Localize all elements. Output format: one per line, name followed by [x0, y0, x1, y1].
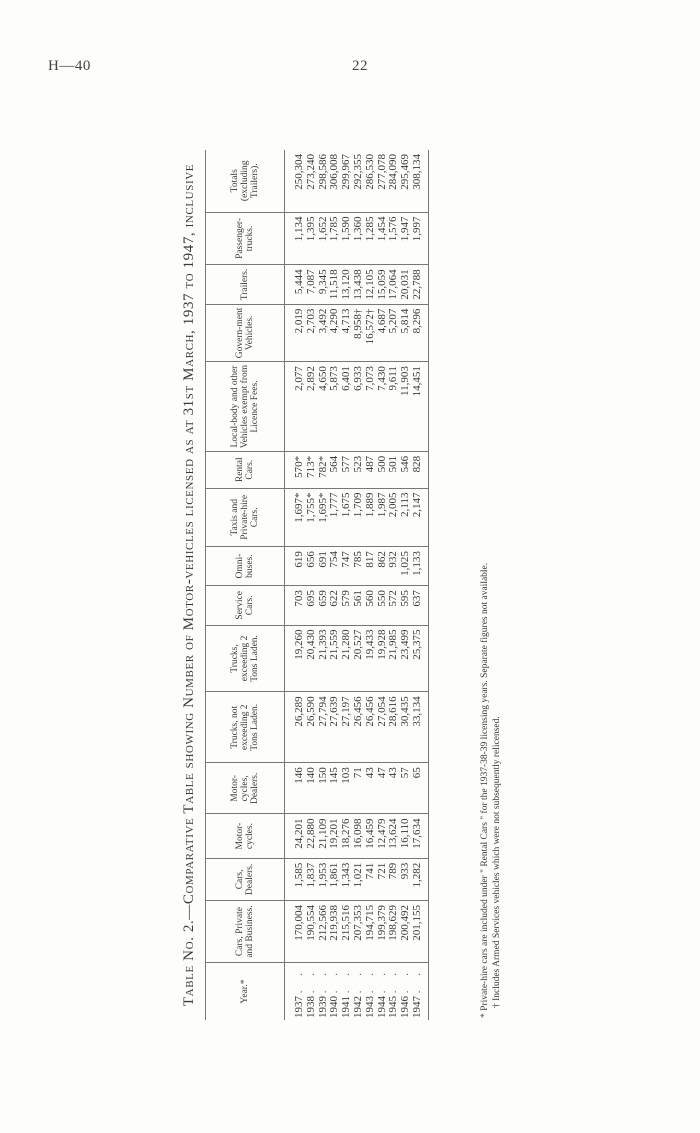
value-cell: 27,197 — [341, 692, 353, 763]
table-row — [365, 150, 377, 1020]
footnote-rental-cars: * Private-hire cars are included under " Rental Cars " for the 1937-38-39 licensing years. Separate figures not available. — [480, 562, 490, 1018]
value-cell: 546 — [400, 451, 412, 488]
value-cell: 277,078 — [377, 150, 389, 212]
column-header: Cars, Private and Business. — [206, 901, 285, 963]
value-cell: 933 — [400, 858, 412, 900]
value-cell: 5,873 — [329, 362, 341, 452]
value-cell: 14,451 — [412, 362, 428, 452]
value-cell: 1,454 — [377, 212, 389, 265]
value-cell: 19,260 — [285, 625, 306, 692]
value-cell: 26,590 — [306, 692, 318, 763]
value-cell: 789 — [388, 858, 400, 900]
year-label: 1941 — [340, 996, 353, 1018]
value-cell: 170,004 — [285, 901, 306, 963]
value-cell: 26,289 — [285, 692, 306, 763]
value-cell: 308,134 — [412, 150, 428, 212]
year-label: 1943 — [363, 996, 376, 1018]
value-cell: 550 — [377, 586, 389, 625]
leader-dots: . . — [304, 967, 317, 994]
value-cell: 295,469 — [400, 150, 412, 212]
value-cell: 12,479 — [377, 814, 389, 858]
value-cell: 21,559 — [329, 625, 341, 692]
value-cell: 5,444 — [285, 265, 306, 304]
value-cell: 201,155 — [412, 901, 428, 963]
value-cell: 721 — [377, 858, 389, 900]
value-cell: 20,430 — [306, 625, 318, 692]
table-row — [306, 150, 318, 1020]
column-header: Cars, Dealers. — [206, 858, 285, 900]
year-cell — [285, 963, 306, 1021]
value-cell: 1,987 — [377, 488, 389, 547]
column-header: Motor-cycles. — [206, 814, 285, 858]
value-cell: 1,282 — [412, 858, 428, 900]
value-cell: 207,353 — [353, 901, 365, 963]
value-cell: 487 — [365, 451, 377, 488]
value-cell: 1,709 — [353, 488, 365, 547]
value-cell: 785 — [353, 547, 365, 586]
value-cell: 215,516 — [341, 901, 353, 963]
value-cell: 2,077 — [285, 362, 306, 452]
year-label: 1945 — [387, 996, 400, 1018]
value-cell: 1,021 — [353, 858, 365, 900]
column-header: Motor-cycles, Dealers. — [206, 763, 285, 814]
value-cell: 782* — [318, 451, 330, 488]
value-cell: 747 — [341, 547, 353, 586]
page-number: 22 — [352, 58, 368, 74]
value-cell: 619 — [285, 547, 306, 586]
value-cell: 523 — [353, 451, 365, 488]
column-header: Trucks, not exceeding 2 Tons Laden. — [206, 692, 285, 763]
column-header: Govern-ment Vehicles. — [206, 304, 285, 362]
value-cell: 2,113 — [400, 488, 412, 547]
value-cell: 146 — [285, 763, 306, 814]
value-cell: 1,837 — [306, 858, 318, 900]
value-cell: 65 — [412, 763, 428, 814]
value-cell: 198,629 — [388, 901, 400, 963]
value-cell: 691 — [318, 547, 330, 586]
rotated-table-block — [175, 120, 505, 1050]
leader-dots: . . — [387, 967, 400, 994]
year-label: 1937 — [293, 996, 305, 1018]
value-cell: 500 — [377, 451, 389, 488]
column-header: Service Cars. — [206, 586, 285, 625]
value-cell: 1,861 — [329, 858, 341, 900]
value-cell: 26,456 — [353, 692, 365, 763]
value-cell: 828 — [412, 451, 428, 488]
leader-dots: . . — [351, 967, 364, 994]
value-cell: 200,492 — [400, 901, 412, 963]
value-cell: 817 — [365, 547, 377, 586]
leader-dots: . . — [399, 967, 412, 994]
value-cell: 33,134 — [412, 692, 428, 763]
column-header: Omni-buses. — [206, 547, 285, 586]
value-cell: 2,147 — [412, 488, 428, 547]
column-header: Trucks, exceeding 2 Tons Laden. — [206, 625, 285, 692]
value-cell: 570* — [285, 451, 306, 488]
footnotes — [479, 563, 503, 1018]
value-cell: 27,794 — [318, 692, 330, 763]
value-cell: 1,025 — [400, 547, 412, 586]
year-label: 1947 — [410, 996, 423, 1018]
value-cell: 292,355 — [353, 150, 365, 212]
value-cell: 145 — [329, 763, 341, 814]
value-cell: 1,697* — [285, 488, 306, 547]
page-code: H—40 — [48, 58, 91, 74]
value-cell: 194,715 — [365, 901, 377, 963]
value-cell: 11,903 — [400, 362, 412, 452]
value-cell: 561 — [353, 586, 365, 625]
value-cell: 1,590 — [341, 212, 353, 265]
year-label: 1938 — [304, 996, 317, 1018]
value-cell: 19,433 — [365, 625, 377, 692]
year-label: 1942 — [351, 996, 364, 1018]
value-cell: 572 — [388, 586, 400, 625]
value-cell: 1,343 — [341, 858, 353, 900]
value-cell: 7,073 — [365, 362, 377, 452]
value-cell: 17,634 — [412, 814, 428, 858]
value-cell: 1,395 — [306, 212, 318, 265]
value-cell: 16,459 — [365, 814, 377, 858]
value-cell: 577 — [341, 451, 353, 488]
value-cell: 1,675 — [341, 488, 353, 547]
value-cell: 199,379 — [377, 901, 389, 963]
value-cell: 4,687 — [377, 304, 389, 362]
value-cell: 190,554 — [306, 901, 318, 963]
value-cell: 1,889 — [365, 488, 377, 547]
value-cell: 2,019 — [285, 304, 306, 362]
value-cell: 9,345 — [318, 265, 330, 304]
value-cell: 1,755* — [306, 488, 318, 547]
value-cell: 3,492 — [318, 304, 330, 362]
value-cell: 8,958† — [353, 304, 365, 362]
value-cell: 150 — [318, 763, 330, 814]
value-cell: 7,430 — [377, 362, 389, 452]
value-cell: 1,997 — [412, 212, 428, 265]
value-cell: 306,008 — [329, 150, 341, 212]
value-cell: 2,005 — [388, 488, 400, 547]
value-cell: 25,375 — [412, 625, 428, 692]
value-cell: 284,090 — [388, 150, 400, 212]
value-cell: 23,499 — [400, 625, 412, 692]
value-cell: 713* — [306, 451, 318, 488]
value-cell: 43 — [388, 763, 400, 814]
value-cell: 862 — [377, 547, 389, 586]
value-cell: 656 — [306, 547, 318, 586]
value-cell: 622 — [329, 586, 341, 625]
value-cell: 5,207 — [388, 304, 400, 362]
value-cell: 579 — [341, 586, 353, 625]
value-cell: 1,285 — [365, 212, 377, 265]
value-cell: 13,624 — [388, 814, 400, 858]
value-cell: 71 — [353, 763, 365, 814]
table-row — [285, 150, 306, 1020]
year-cell — [412, 963, 428, 1021]
column-header: Year.* — [206, 963, 285, 1021]
value-cell: 564 — [329, 451, 341, 488]
table-body — [285, 150, 429, 1020]
value-cell: 9,611 — [388, 362, 400, 452]
value-cell: 16,110 — [400, 814, 412, 858]
value-cell: 1,652 — [318, 212, 330, 265]
value-cell: 12,105 — [365, 265, 377, 304]
value-cell: 21,280 — [341, 625, 353, 692]
value-cell: 103 — [341, 763, 353, 814]
value-cell: 250,304 — [285, 150, 306, 212]
value-cell: 17,064 — [388, 265, 400, 304]
value-cell: 5,814 — [400, 304, 412, 362]
column-header: Local-body and other Vehicles exempt from Licence Fees. — [206, 362, 285, 452]
value-cell: 13,438 — [353, 265, 365, 304]
value-cell: 8,296 — [412, 304, 428, 362]
value-cell: 637 — [412, 586, 428, 625]
value-cell: 22,788 — [412, 265, 428, 304]
value-cell: 932 — [388, 547, 400, 586]
value-cell: 273,240 — [306, 150, 318, 212]
value-cell: 560 — [365, 586, 377, 625]
value-cell: 1,134 — [285, 212, 306, 265]
value-cell: 2,892 — [306, 362, 318, 452]
value-cell: 21,109 — [318, 814, 330, 858]
year-label: 1946 — [399, 996, 412, 1018]
value-cell: 1,785 — [329, 212, 341, 265]
value-cell: 219,938 — [329, 901, 341, 963]
year-label: 1940 — [328, 996, 341, 1018]
value-cell: 695 — [306, 586, 318, 625]
value-cell: 4,650 — [318, 362, 330, 452]
leader-dots: . . — [410, 967, 423, 994]
value-cell: 299,967 — [341, 150, 353, 212]
value-cell: 1,947 — [400, 212, 412, 265]
year-label: 1944 — [375, 996, 388, 1018]
value-cell: 4,290 — [329, 304, 341, 362]
value-cell: 15,059 — [377, 265, 389, 304]
column-header: Passenger-trucks. — [206, 212, 285, 265]
value-cell: 659 — [318, 586, 330, 625]
leader-dots: . . — [293, 967, 305, 994]
value-cell: 19,928 — [377, 625, 389, 692]
value-cell: 43 — [365, 763, 377, 814]
value-cell: 754 — [329, 547, 341, 586]
value-cell: 1,953 — [318, 858, 330, 900]
table-title: Table No. 2.—Comparative Table showing Number of Motor-vehicles licensed as at 31st March, 1937 to 1947, inclusive — [181, 163, 197, 1007]
value-cell: 11,518 — [329, 265, 341, 304]
table-header-row — [206, 150, 285, 1020]
value-cell: 298,586 — [318, 150, 330, 212]
value-cell: 27,639 — [329, 692, 341, 763]
value-cell: 21,985 — [388, 625, 400, 692]
value-cell: 16,098 — [353, 814, 365, 858]
value-cell: 47 — [377, 763, 389, 814]
value-cell: 6,401 — [341, 362, 353, 452]
value-cell: 24,201 — [285, 814, 306, 858]
value-cell: 1,360 — [353, 212, 365, 265]
value-cell: 13,120 — [341, 265, 353, 304]
value-cell: 2,703 — [306, 304, 318, 362]
value-cell: 22,880 — [306, 814, 318, 858]
value-cell: 19,201 — [329, 814, 341, 858]
value-cell: 4,713 — [341, 304, 353, 362]
leader-dots: . . — [316, 967, 329, 994]
table-row — [412, 150, 428, 1020]
leader-dots: . . — [328, 967, 341, 994]
value-cell: 595 — [400, 586, 412, 625]
motor-vehicles-table — [205, 150, 429, 1020]
footnote-armed-services: † Includes Armed Services vehicles which were not subsequently relicensed. — [492, 716, 502, 1008]
column-header: Totals (excluding Trailers). — [206, 150, 285, 212]
value-cell: 16,572† — [365, 304, 377, 362]
value-cell: 26,456 — [365, 692, 377, 763]
value-cell: 1,777 — [329, 488, 341, 547]
value-cell: 20,031 — [400, 265, 412, 304]
value-cell: 6,933 — [353, 362, 365, 452]
value-cell: 501 — [388, 451, 400, 488]
value-cell: 21,393 — [318, 625, 330, 692]
value-cell: 741 — [365, 858, 377, 900]
column-header: Trailers. — [206, 265, 285, 304]
value-cell: 212,566 — [318, 901, 330, 963]
value-cell: 703 — [285, 586, 306, 625]
value-cell: 1,585 — [285, 858, 306, 900]
leader-dots: . . — [375, 967, 388, 994]
value-cell: 1,133 — [412, 547, 428, 586]
value-cell: 1,576 — [388, 212, 400, 265]
year-label: 1939 — [316, 996, 329, 1018]
value-cell: 18,276 — [341, 814, 353, 858]
table-row — [353, 150, 365, 1020]
value-cell: 7,087 — [306, 265, 318, 304]
value-cell: 27,054 — [377, 692, 389, 763]
value-cell: 57 — [400, 763, 412, 814]
value-cell: 28,616 — [388, 692, 400, 763]
value-cell: 20,527 — [353, 625, 365, 692]
value-cell: 1,695* — [318, 488, 330, 547]
leader-dots: . . — [340, 967, 353, 994]
column-header: Rental Cars. — [206, 451, 285, 488]
column-header: Taxis and Private-hire Cars. — [206, 488, 285, 547]
value-cell: 286,530 — [365, 150, 377, 212]
value-cell: 140 — [306, 763, 318, 814]
value-cell: 30,435 — [400, 692, 412, 763]
leader-dots: . . — [363, 967, 376, 994]
